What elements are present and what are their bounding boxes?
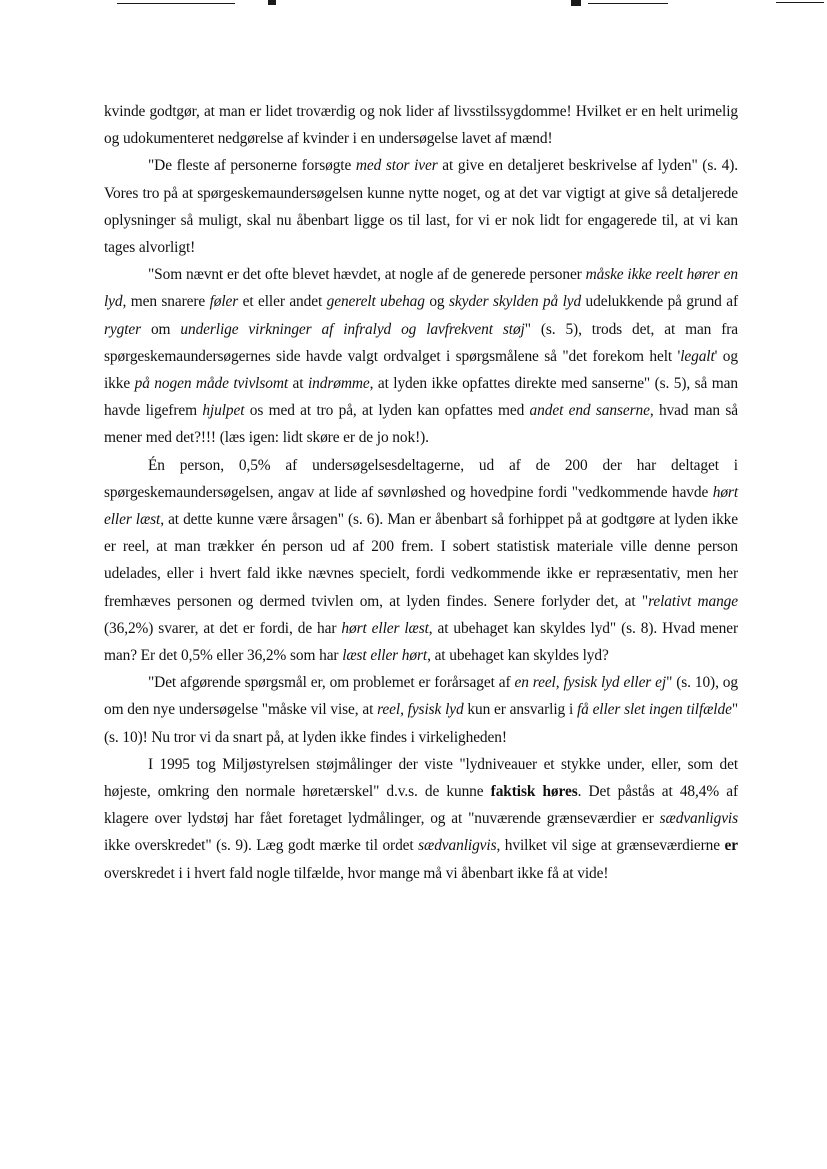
text-run: "Det afgørende spørgsmål er, om problemet er forårsaget af: [148, 674, 515, 692]
text-run: os med at tro på, at lyden kan opfattes med: [244, 402, 530, 420]
emphasis-text: med stor iver: [355, 157, 438, 175]
emphasis-text: indrømme: [307, 375, 370, 393]
text-run: , at ubehaget kan skyldes lyd?: [427, 647, 609, 665]
text-run: overskredet i i hvert fald nogle tilfælde, hvor mange må vi åbenbart ikke få at vide!: [104, 864, 609, 882]
emphasis-text: relativt mange: [648, 592, 738, 610]
emphasis-text: føler: [209, 293, 239, 311]
emphasis-text: læst eller hørt: [342, 647, 428, 665]
text-run: Én person, 0,5% af undersøgelsesdeltagerne, ud af de 200 der har deltaget i spørgeskemaundersøgelsen, angav at lide af søvnløshed og hovedpine fordi "vedkommende havde: [104, 456, 738, 501]
text-run: et eller andet: [238, 293, 327, 311]
scan-artifact-line: [117, 3, 235, 4]
paragraph: [104, 751, 738, 887]
paragraph: [104, 669, 738, 751]
text-run: at give en detaljeret beskrivelse af lyden" (s. 4). Vores tro på at spørgeskemaundersøgelsen kunne nytte noget, og at det var vigtigt at give så detaljerede oplysninger så muligt, skal nu åbenbart ligge os til last, for vi er nok lidt for engagerede til, at vi kan tages alvorligt!: [104, 157, 738, 257]
emphasis-text: en reel, fysisk lyd eller ej: [514, 674, 667, 692]
emphasis-text: andet end sanserne: [529, 402, 650, 420]
paragraph: [104, 98, 738, 152]
text-run: , hvad man så mener med det?!!! (læs igen: lidt skøre er de jo nok!).: [104, 402, 739, 447]
bold-text: er: [724, 837, 738, 855]
text-run: udelukkende på grund af: [581, 293, 738, 311]
emphasis-text: generelt ubehag: [326, 293, 425, 311]
emphasis-text: hørt eller læst: [341, 619, 429, 637]
text-run: " (s. 5), trods det, at man fra spørgeskemaundersøgernes side havde valgt ordvalget i spørgsmålene så "det forekom helt ': [104, 320, 738, 365]
text-run: "De fleste af personerne forsøgte: [148, 157, 356, 175]
emphasis-text: legalt: [680, 347, 715, 365]
emphasis-text: måske ikke reelt hører en lyd,: [104, 266, 738, 311]
emphasis-text: hjulpet: [202, 402, 245, 420]
text-run: men snarere: [126, 293, 210, 311]
text-run: kvinde godtgør, at man er lidet troværdig og nok lider af livsstilssygdomme! Hvilket er en helt urimelig og udokumenteret nedgørelse af kvinder i en undersøgelse lavet af mænd!: [104, 103, 738, 148]
emphasis-text: sædvanligvis: [659, 810, 738, 828]
paragraph: [104, 452, 738, 670]
emphasis-text: sædvanligvis: [418, 837, 497, 855]
text-run: "Som nævnt er det ofte blevet hævdet, at nogle af de generede personer: [148, 266, 586, 284]
paragraph: [104, 261, 738, 451]
text-run: . Det påstås at 48,4% af klagere over lydstøj har fået foretaget lydmålinger, og at "nuværende grænseværdier er: [104, 783, 738, 828]
text-run: , at ubehaget kan skyldes lyd" (s. 8). Hvad mener man? Er det 0,5% eller 36,2% som har: [104, 619, 738, 665]
text-run: (36,2%) svarer, at det er fordi, de har: [104, 619, 342, 637]
text-run: , at lyden ikke opfattes direkte med sanserne" (s. 5), så man havde ligefrem: [104, 375, 738, 420]
scan-artifact-block: [268, 0, 276, 5]
text-run: , hvilket vil sige at grænseværdierne: [496, 837, 725, 855]
document-body: [104, 98, 738, 887]
text-run: om: [141, 320, 181, 338]
paragraph: [104, 152, 738, 261]
emphasis-text: hørt eller læst: [104, 483, 738, 529]
text-run: ikke overskredet" (s. 9). Læg godt mærke til ordet: [104, 837, 419, 855]
emphasis-text: underlige virkninger af infralyd og lavfrekvent støj: [180, 320, 525, 338]
emphasis-text: rygter: [104, 320, 142, 338]
emphasis-text: få eller slet ingen tilfælde: [576, 701, 732, 719]
text-run: kun er ansvarlig i: [463, 701, 577, 719]
scan-artifact-block: [571, 0, 581, 6]
bold-text: faktisk høres: [490, 783, 578, 801]
text-run: ' og ikke: [104, 347, 738, 393]
scan-artifact-line: [588, 3, 668, 4]
text-run: " (s. 10)! Nu tror vi da snart på, at lyden ikke findes i virkeligheden!: [104, 701, 738, 746]
text-run: I 1995 tog Miljøstyrelsen støjmålinger der viste "lydniveauer et stykke under, eller, som det højeste, omkring den normale høretærskel" d.v.s. de kunne: [104, 755, 738, 801]
text-run: , at dette kunne være årsagen" (s. 6). Man er åbenbart så forhippet på at godtgøre at lyden ikke er reel, at man trækker én person ud af 200 frem. I sobert statistisk materiale ville denne person udelades, eller i hvert fald ikke nævnes specielt, fordi vedkommende ikke er repræsentativ, men her fremhæves personen og dermed tvivlen om, at lyden findes. Senere forlyder det, at ": [104, 511, 738, 610]
emphasis-text: reel, fysisk lyd: [377, 701, 464, 719]
emphasis-text: skyder skylden på lyd: [448, 293, 582, 311]
scan-artifact-line: [776, 2, 824, 3]
text-run: " (s. 10), og om den nye undersøgelse "måske vil vise, at: [104, 674, 738, 719]
emphasis-text: på nogen måde tvivlsomt: [134, 375, 289, 393]
text-run: at: [288, 375, 308, 393]
text-run: og: [424, 293, 449, 311]
